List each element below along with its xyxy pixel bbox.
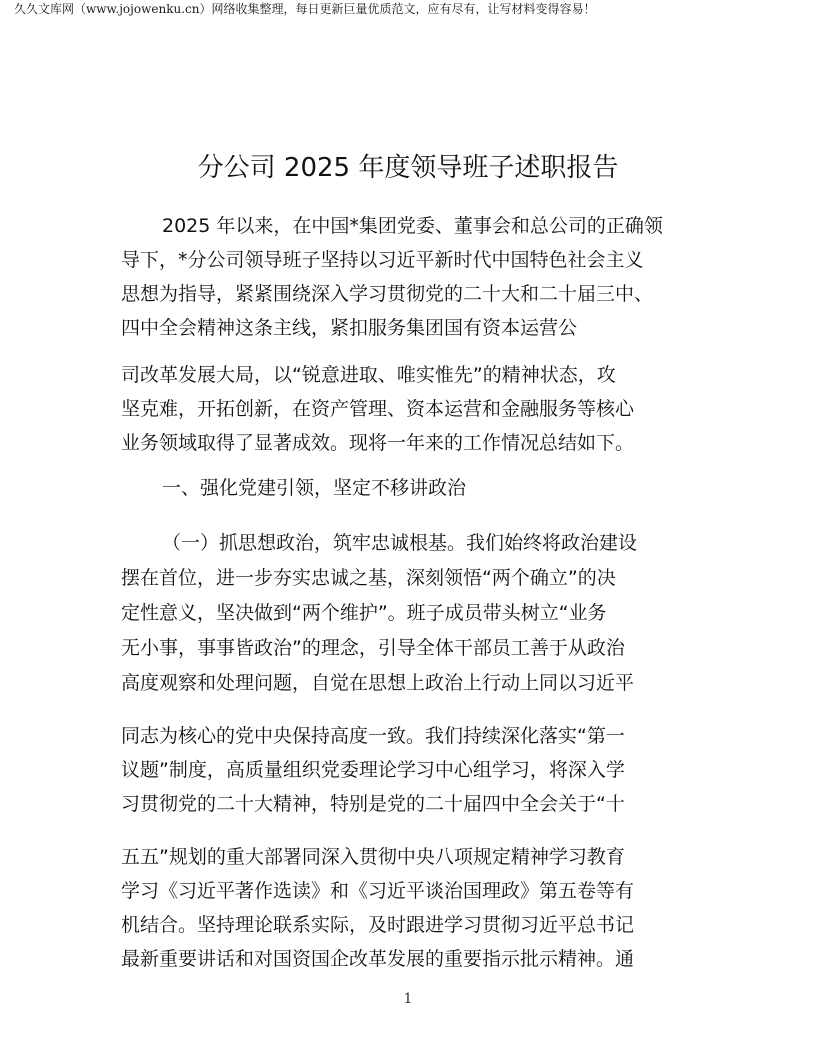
body-line: 机结合。坚持理论联系实际，及时跟进学习贯彻习近平总书记	[121, 914, 635, 936]
body-line: 习贯彻党的二十大精神，特别是党的二十届四中全会关于“十	[121, 793, 625, 815]
body-line: 高度观察和处理问题，自觉在思想上政治上行动上同以习近平	[121, 672, 635, 694]
body-line: 2025 年以来，在中国*集团党委、董事会和总公司的正确领	[162, 215, 663, 237]
document-title: 分公司 2025 年度领导班子述职报告	[197, 153, 619, 183]
body-line: 摆在首位，进一步夯实忠诚之基，深刻领悟“两个确立”的决	[121, 567, 616, 589]
body-line: 议题”制度，高质量组织党委理论学习中心组学习，将深入学	[121, 759, 625, 781]
header-source-note: 久久文库网（www.jojowenku.cn）网络收集整理，每日更新巨量优质范文，应有尽有，让写材料变得容易！	[14, 2, 596, 16]
body-line: 司改革发展大局，以“锐意进取、唯实惟先”的精神状态，攻	[121, 364, 616, 386]
page-number: 1	[403, 991, 413, 1007]
body-line: 导下，*分公司领导班子坚持以习近平新时代中国特色社会主义	[121, 249, 644, 271]
body-line: 四中全会精神这条主线，紧扣服务集团国有资本运营公	[121, 317, 578, 339]
body-line: 思想为指导，紧紧围绕深入学习贯彻党的二十大和二十届三中、	[121, 283, 654, 305]
body-line: 学习《习近平著作选读》和《习近平谈治国理政》第五卷等有	[121, 880, 635, 902]
body-line: 坚克难，开拓创新，在资产管理、资本运营和金融服务等核心	[121, 398, 635, 420]
section-heading: 一、强化党建引领，坚定不移讲政治	[162, 477, 467, 499]
body-line: 同志为核心的党中央保持高度一致。我们持续深化落实“第一	[121, 725, 625, 747]
body-line: 无小事，事事皆政治”的理念，引导全体干部员工善于从政治	[121, 637, 625, 659]
body-line: 五五”规划的重大部署同深入贯彻中央八项规定精神学习教育	[121, 846, 625, 868]
body-line: 业务领域取得了显著成效。现将一年来的工作情况总结如下。	[121, 432, 635, 454]
body-line: （一）抓思想政治，筑牢忠诚根基。我们始终将政治建设	[162, 532, 638, 554]
body-line: 最新重要讲话和对国资国企改革发展的重要指示批示精神。通	[121, 948, 635, 970]
body-line: 定性意义，坚决做到“两个维护”。班子成员带头树立“业务	[121, 602, 607, 624]
